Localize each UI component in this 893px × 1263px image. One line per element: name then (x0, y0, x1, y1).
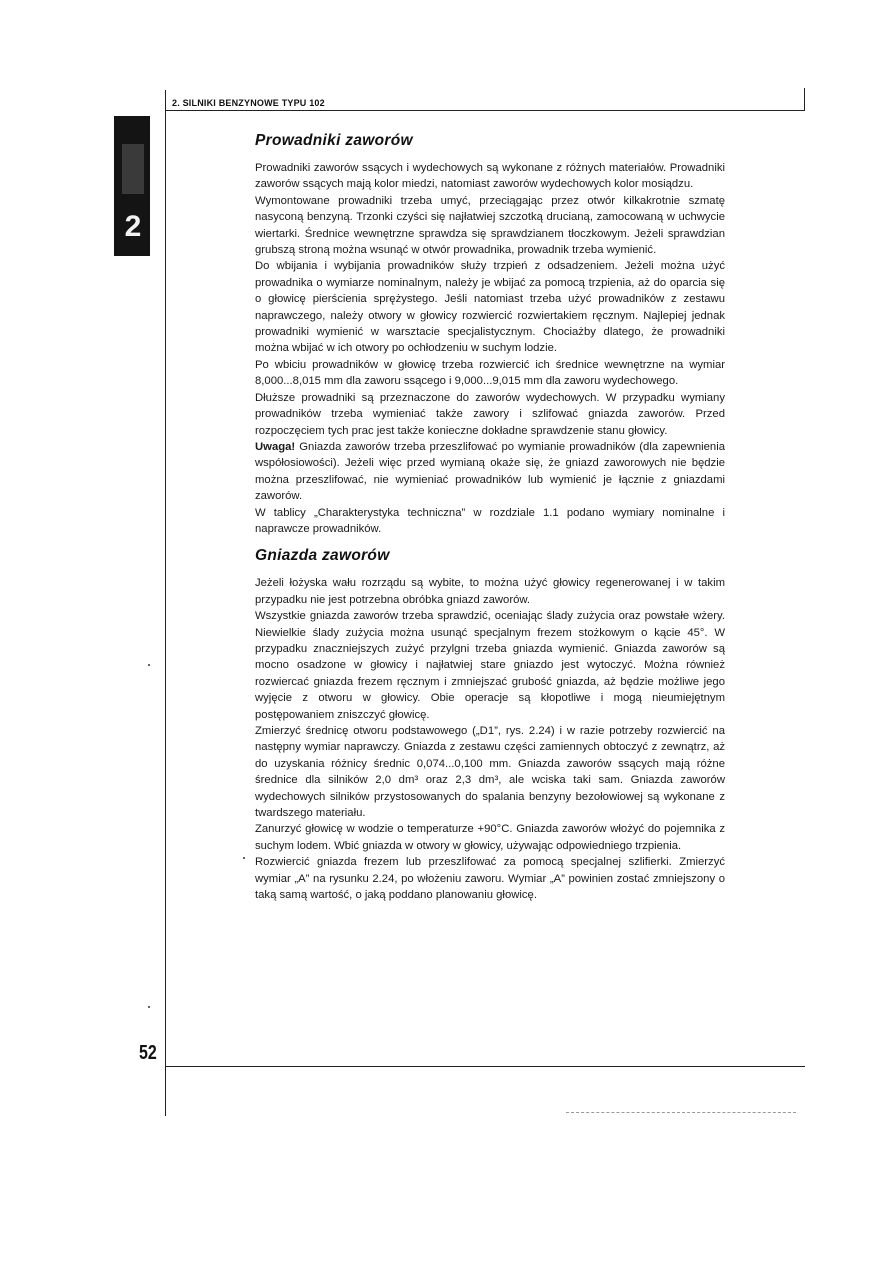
paragraph: W tablicy „Charakterystyka techniczna” w rozdziale 1.1 podano wymiary nominalne i naprawcze prowadników. (255, 506, 725, 535)
section-title-valve-seats: Gniazda zaworów (255, 547, 390, 565)
paragraph: Zanurzyć głowicę w wodzie o temperaturze +90°C. Gniazda zaworów włożyć do pojemnika z suchym lodem. Wbić gniazda w otwory w głowicy, używając odpowiedniego trzpienia. (255, 823, 725, 852)
footer-rule (165, 1066, 805, 1067)
footer-dashed-rule (566, 1112, 796, 1113)
paragraph: Rozwiercić gniazda frezem lub przeszlifować za pomocą specjalnej szlifierki. Zmierzyć wymiar „A” na rysunku 2.24, po włożeniu zaworu. Wymiar „A” powinien zostać zmniejszony o taką samą wartość, o jaką poddano planowaniu głowicę. (255, 856, 725, 902)
paragraph: Po wbiciu prowadników w głowicę trzeba rozwiercić ich średnice wewnętrzne na wymiar 8,000...8,015 mm dla zaworu ssącego i 9,000...9,015 mm dla zaworu wydechowego. (255, 358, 725, 388)
paragraph: Prowadniki zaworów ssących i wydechowych są wykonane z różnych materiałów. Prowadniki zaworów ssących mają kolor miedzi, natomiast zaworów wydechowych kolor mosiądzu. (255, 162, 725, 191)
scan-speck (148, 664, 150, 666)
margin-rule-left (165, 90, 166, 1116)
page-number: 52 (139, 1042, 157, 1064)
running-header: 2. SILNIKI BENZYNOWE TYPU 102 (172, 98, 325, 108)
header-rule (165, 110, 805, 111)
paragraph: Do wbijania i wybijania prowadników służy trzpień z odsadzeniem. Jeżeli można użyć prowadnika o wymiarze nominalnym, należy je wbijać za pomocą trzpienia, aż do oparcia się o głowicę pierścienia sprężystego. Jeśli natomiast trzeba użyć prowadników z zestawu naprawczego, należy otwory w głowicy rozwiercić rozwiertakiem ręcznym. Najlepiej jednak prowadniki wymienić w warsztacie specjalistycznym. Chociażby dlatego, że prowadniki można wbijać w ich otwory po ochłodzeniu w suchym lodzie. (255, 260, 725, 355)
section-title-valve-guides: Prowadniki zaworów (255, 132, 413, 149)
margin-rule-right (804, 88, 805, 110)
note-text: Gniazda zaworów trzeba przeszlifować po wymianie prowadników (dla zapewnienia współosiowości). Jeżeli więc przed wymianą okaże się, że gniazd zaworowych nie będzie można przeszlifować, nie wymieniać prowadników lub wymienić je łącznie z gniazdami zaworów. (255, 440, 725, 503)
page-body (255, 132, 725, 903)
scan-speck (148, 1006, 150, 1008)
chapter-tab-highlight (122, 144, 144, 194)
note-paragraph (255, 439, 725, 505)
paragraph: Jeżeli łożyska wału rozrządu są wybite, to można użyć głowicy regenerowanej i w takim przypadku nie jest potrzebna obróbka gniazd zaworów. (255, 577, 725, 606)
paragraph: Dłuższe prowadniki są przeznaczone do zaworów wydechowych. W przypadku wymiany prowadników trzeba wymieniać także zawory i szlifować gniazda zaworów. Przed rozpoczęciem tych prac jest także konieczne dokładne sprawdzenie stanu głowicy. (255, 391, 725, 437)
paragraph: Wymontowane prowadniki trzeba umyć, przeciągając przez otwór kilkakrotnie szmatę nasyconą benzyną. Trzonki czyści się najłatwiej szczotką drucianą, zamocowaną w uchwycie wiertarki. Średnice wewnętrzne sprawdza się sprawdzianem tłoczkowym. Jeżeli sprawdzian grubszą stroną można wsunąć w otwór prowadnika, prowadnik trzeba wymienić. (255, 194, 725, 257)
chapter-number: 2 (124, 210, 142, 243)
paragraph: Zmierzyć średnicę otworu podstawowego („D1”, rys. 2.24) i w razie potrzeby rozwiercić na następny wymiar naprawczy. Gniazda z zestawu części zamiennych obtoczyć z zewnątrz, aż do uzyskania różnicy średnic 0,074...0,100 mm. Gniazda zaworów ssących mają różne średnice dla silników 2,0 dm³ oraz 2,3 dm³, ale wciska taki sam. Gniazda zaworów wydechowych silników przystosowanych do spalania benzyny bezołowiowej są wykonane z twardszego materiału. (255, 725, 725, 820)
note-label: Uwaga! (255, 440, 296, 453)
paragraph: Wszystkie gniazda zaworów trzeba sprawdzić, oceniając ślady zużycia oraz powstałe wżery. Niewielkie ślady zużycia można usunąć specjalnym frezem stożkowym o kącie 45°. W przypadku znaczniejszych zużyć przylgni trzeba gniazda wymienić. Gniazda zaworów są mocno osadzone w głowicy i najłatwiej stare gniazdo jest wytoczyć. Można również rozwiercać gniazda frezem ręcznym i zmniejszać grubość gniazda, aż będzie możliwe jego wyjęcie z otworu w głowicy. Obie operacje są kłopotliwe i mogą nieumiejętnym postępowaniem zniszczyć głowicę. (255, 610, 725, 721)
scan-speck (243, 857, 245, 859)
